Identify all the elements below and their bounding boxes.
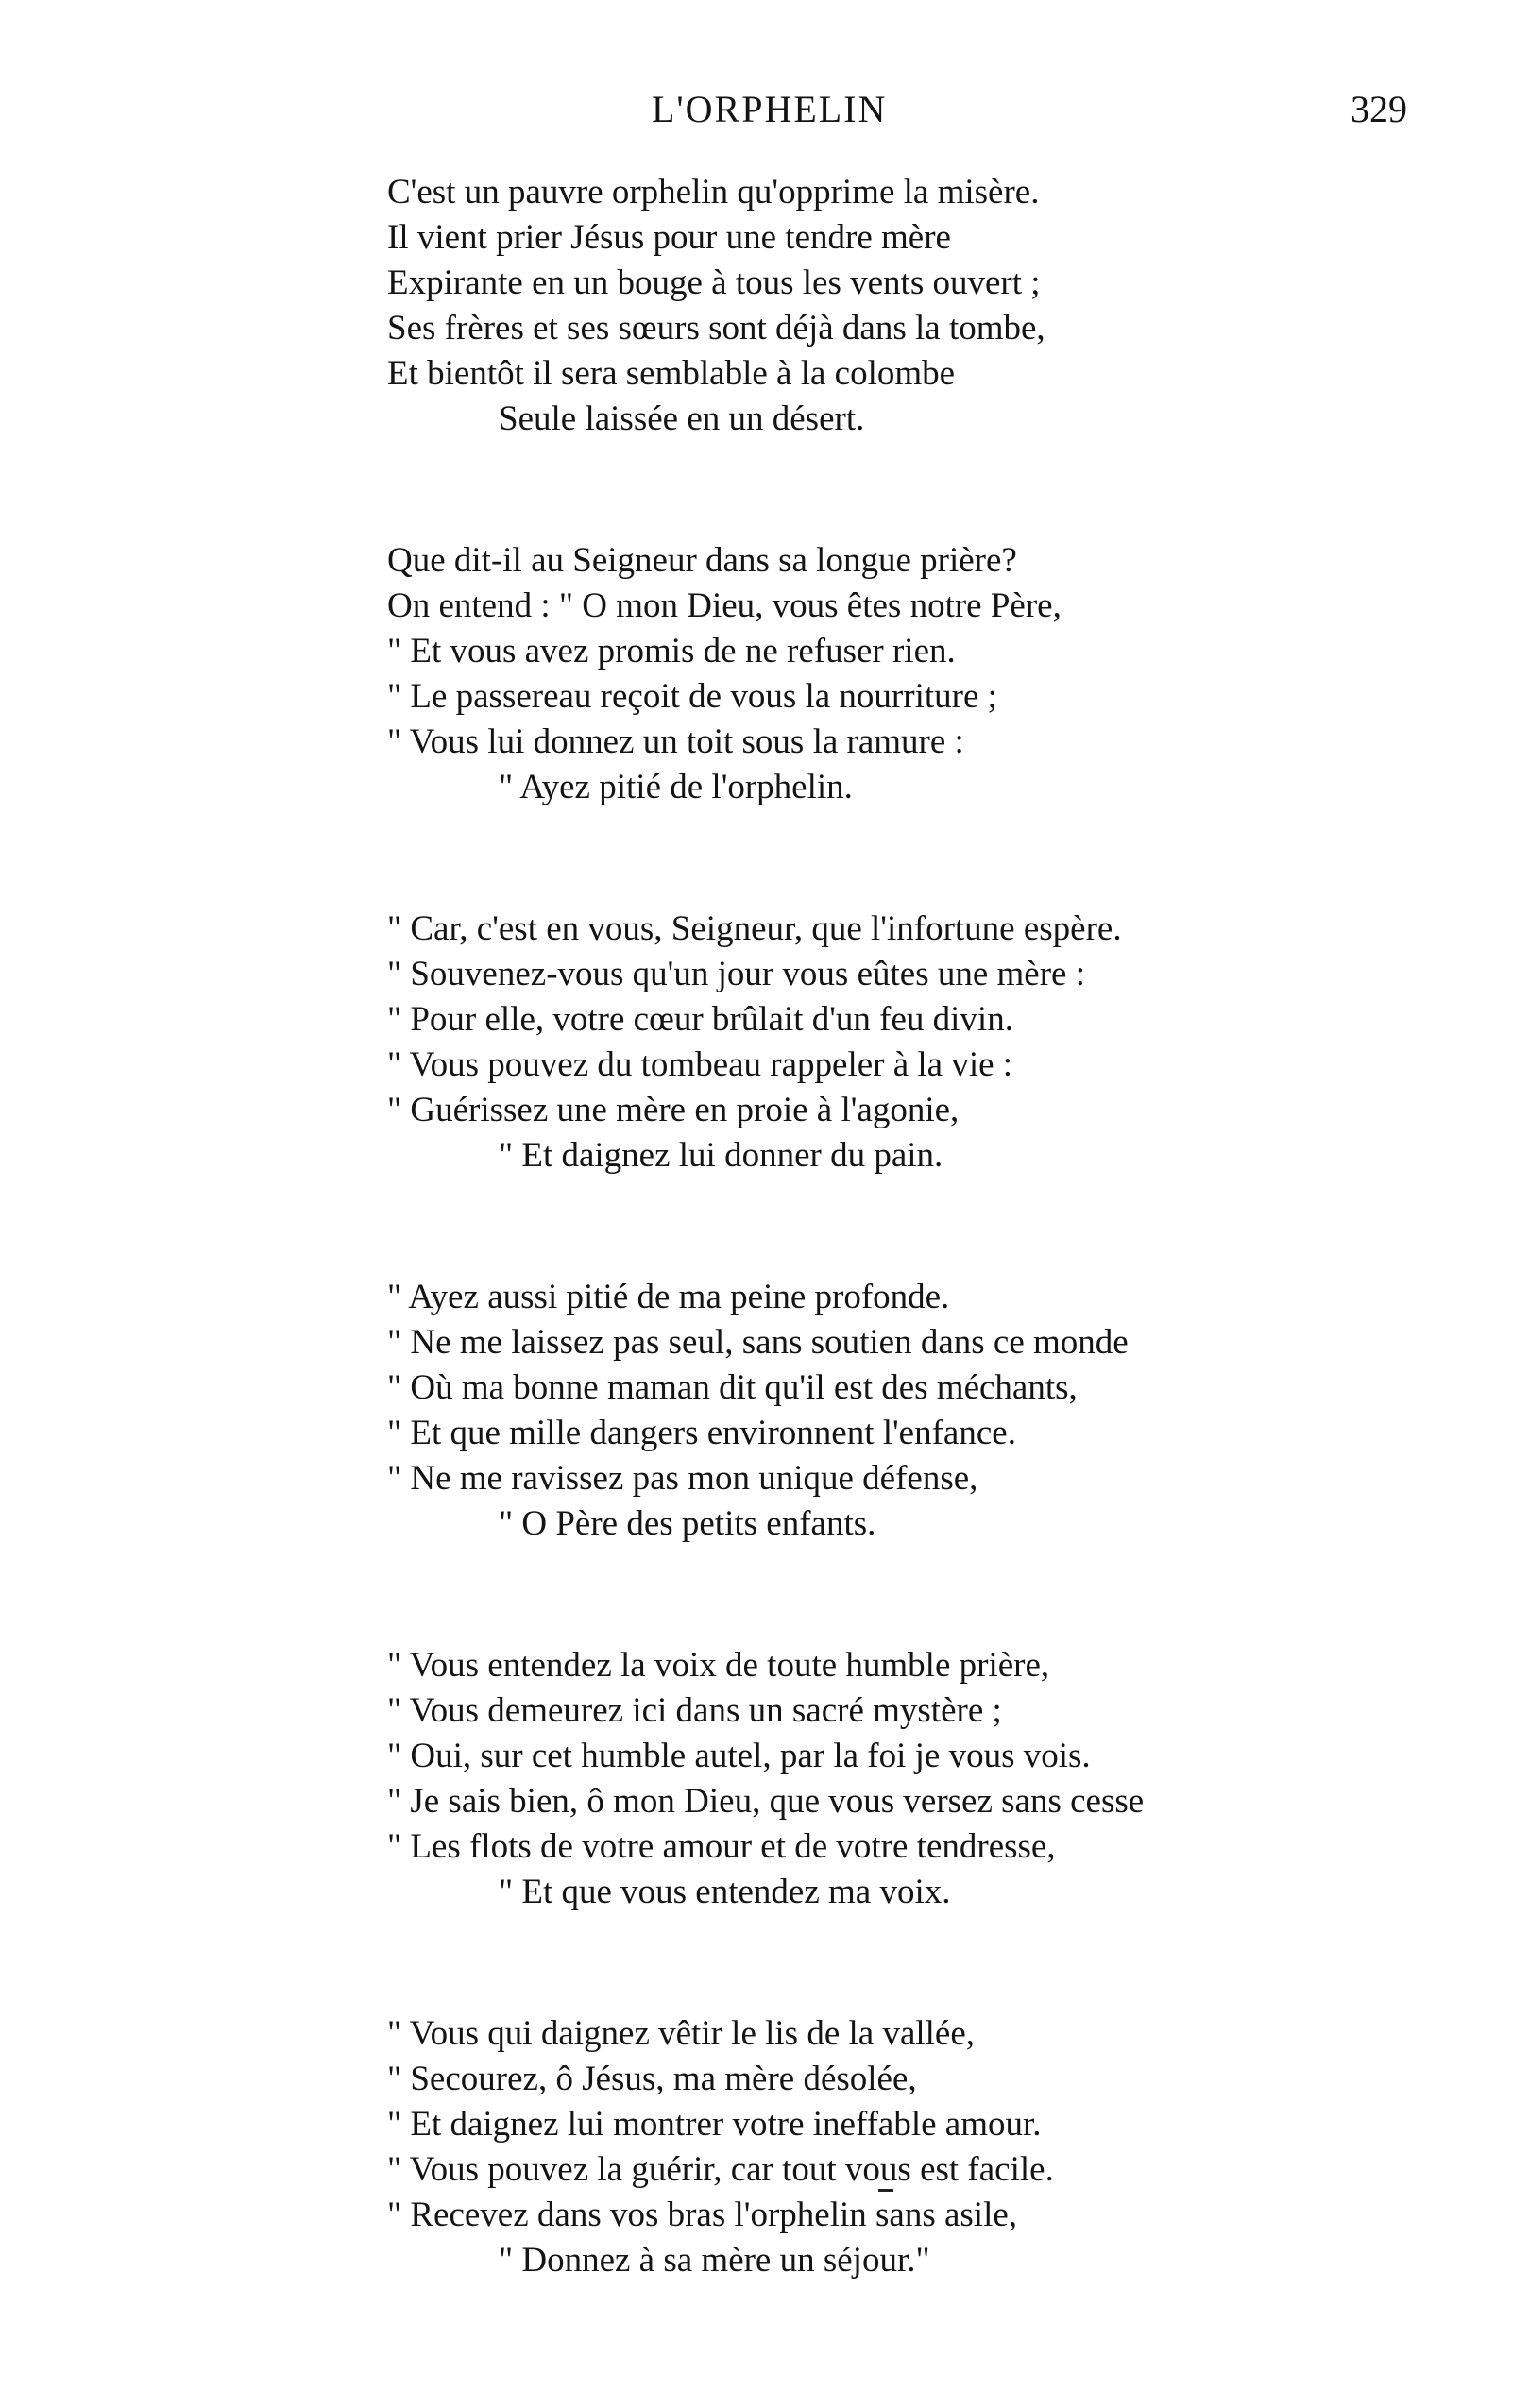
verse-refrain-line: " Et daignez lui donner du pain. — [499, 1136, 944, 1175]
verse-line: Expirante en un bouge à tous les vents ouvert ; — [387, 263, 1041, 302]
stanza-1 — [387, 170, 1332, 442]
verse-refrain-line: " Donnez à sa mère un séjour." — [499, 2241, 930, 2280]
verse-line: " Et que mille dangers environnent l'enfance. — [387, 1414, 1016, 1452]
stanza-2 — [387, 538, 1332, 810]
stanza-5 — [387, 1643, 1332, 1915]
verse-line: " Le passereau reçoit de vous la nourriture ; — [387, 677, 997, 716]
verse-line: " Vous demeurez ici dans un sacré mystère ; — [387, 1691, 1002, 1730]
verse-line: " Et daignez lui montrer votre ineffable amour. — [387, 2105, 1042, 2144]
verse-line: " Et vous avez promis de ne refuser rien. — [387, 632, 956, 670]
verse-line: " Où ma bonne maman dit qu'il est des méchants, — [387, 1368, 1078, 1407]
page-number: 329 — [1351, 88, 1407, 130]
verse-refrain-line: " Ayez pitié de l'orphelin. — [499, 768, 853, 806]
stanza-4 — [387, 1275, 1332, 1547]
verse-line: " Souvenez-vous qu'un jour vous eûtes une mère : — [387, 955, 1086, 993]
stanza-3 — [387, 907, 1332, 1179]
running-title: L'ORPHELIN — [652, 88, 888, 130]
verse-line: " Car, c'est en vous, Seigneur, que l'infortune espère. — [387, 909, 1122, 948]
verse-line: " Ne me laissez pas seul, sans soutien dans ce monde — [387, 1323, 1129, 1362]
verse-refrain-line: " Et que vous entendez ma voix. — [499, 1873, 951, 1911]
verse-line: Ses frères et ses sœurs sont déjà dans la tombe, — [387, 309, 1046, 348]
verse-line: " Recevez dans vos bras l'orphelin sans asile, — [387, 2196, 1018, 2234]
verse-line: " Oui, sur cet humble autel, par la foi je vous vois. — [387, 1737, 1091, 1775]
stanza-6 — [387, 2011, 1332, 2283]
verse-line: " Secourez, ô Jésus, ma mère désolée, — [387, 2060, 917, 2098]
verse-line: " Vous pouvez la guérir, car tout vous est facile. — [387, 2150, 1054, 2189]
verse-line: " Je sais bien, ô mon Dieu, que vous versez sans cesse — [387, 1782, 1145, 1821]
verse-line: " Ne me ravissez pas mon unique défense, — [387, 1459, 978, 1498]
verse-refrain-line: " O Père des petits enfants. — [499, 1504, 876, 1543]
verse-line: " Vous lui donnez un toit sous la ramure : — [387, 722, 964, 761]
verse-line: " Pour elle, votre cœur brûlait d'un feu divin. — [387, 1000, 1013, 1039]
verse-line: " Vous pouvez du tombeau rappeler à la vie : — [387, 1045, 1013, 1084]
end-dash-ornament — [878, 2189, 893, 2192]
verse-line: " Ayez aussi pitié de ma peine profonde. — [387, 1278, 950, 1316]
verse-line: Et bientôt il sera semblable à la colombe — [387, 354, 956, 393]
verse-line: Que dit-il au Seigneur dans sa longue prière? — [387, 541, 1017, 580]
verse-line: On entend : " O mon Dieu, vous êtes notre Père, — [387, 586, 1062, 625]
verse-line: " Guérissez une mère en proie à l'agonie, — [387, 1091, 960, 1129]
verse-line: C'est un pauvre orphelin qu'opprime la misère. — [387, 173, 1040, 212]
verse-line: Il vient prier Jésus pour une tendre mère — [387, 218, 951, 257]
verse-refrain-line: Seule laissée en un désert. — [499, 399, 865, 438]
poem-body — [387, 170, 1332, 2283]
verse-line: " Les flots de votre amour et de votre tendresse, — [387, 1827, 1056, 1866]
verse-line: " Vous qui daignez vêtir le lis de la vallée, — [387, 2014, 976, 2053]
verse-line: " Vous entendez la voix de toute humble prière, — [387, 1646, 1050, 1685]
